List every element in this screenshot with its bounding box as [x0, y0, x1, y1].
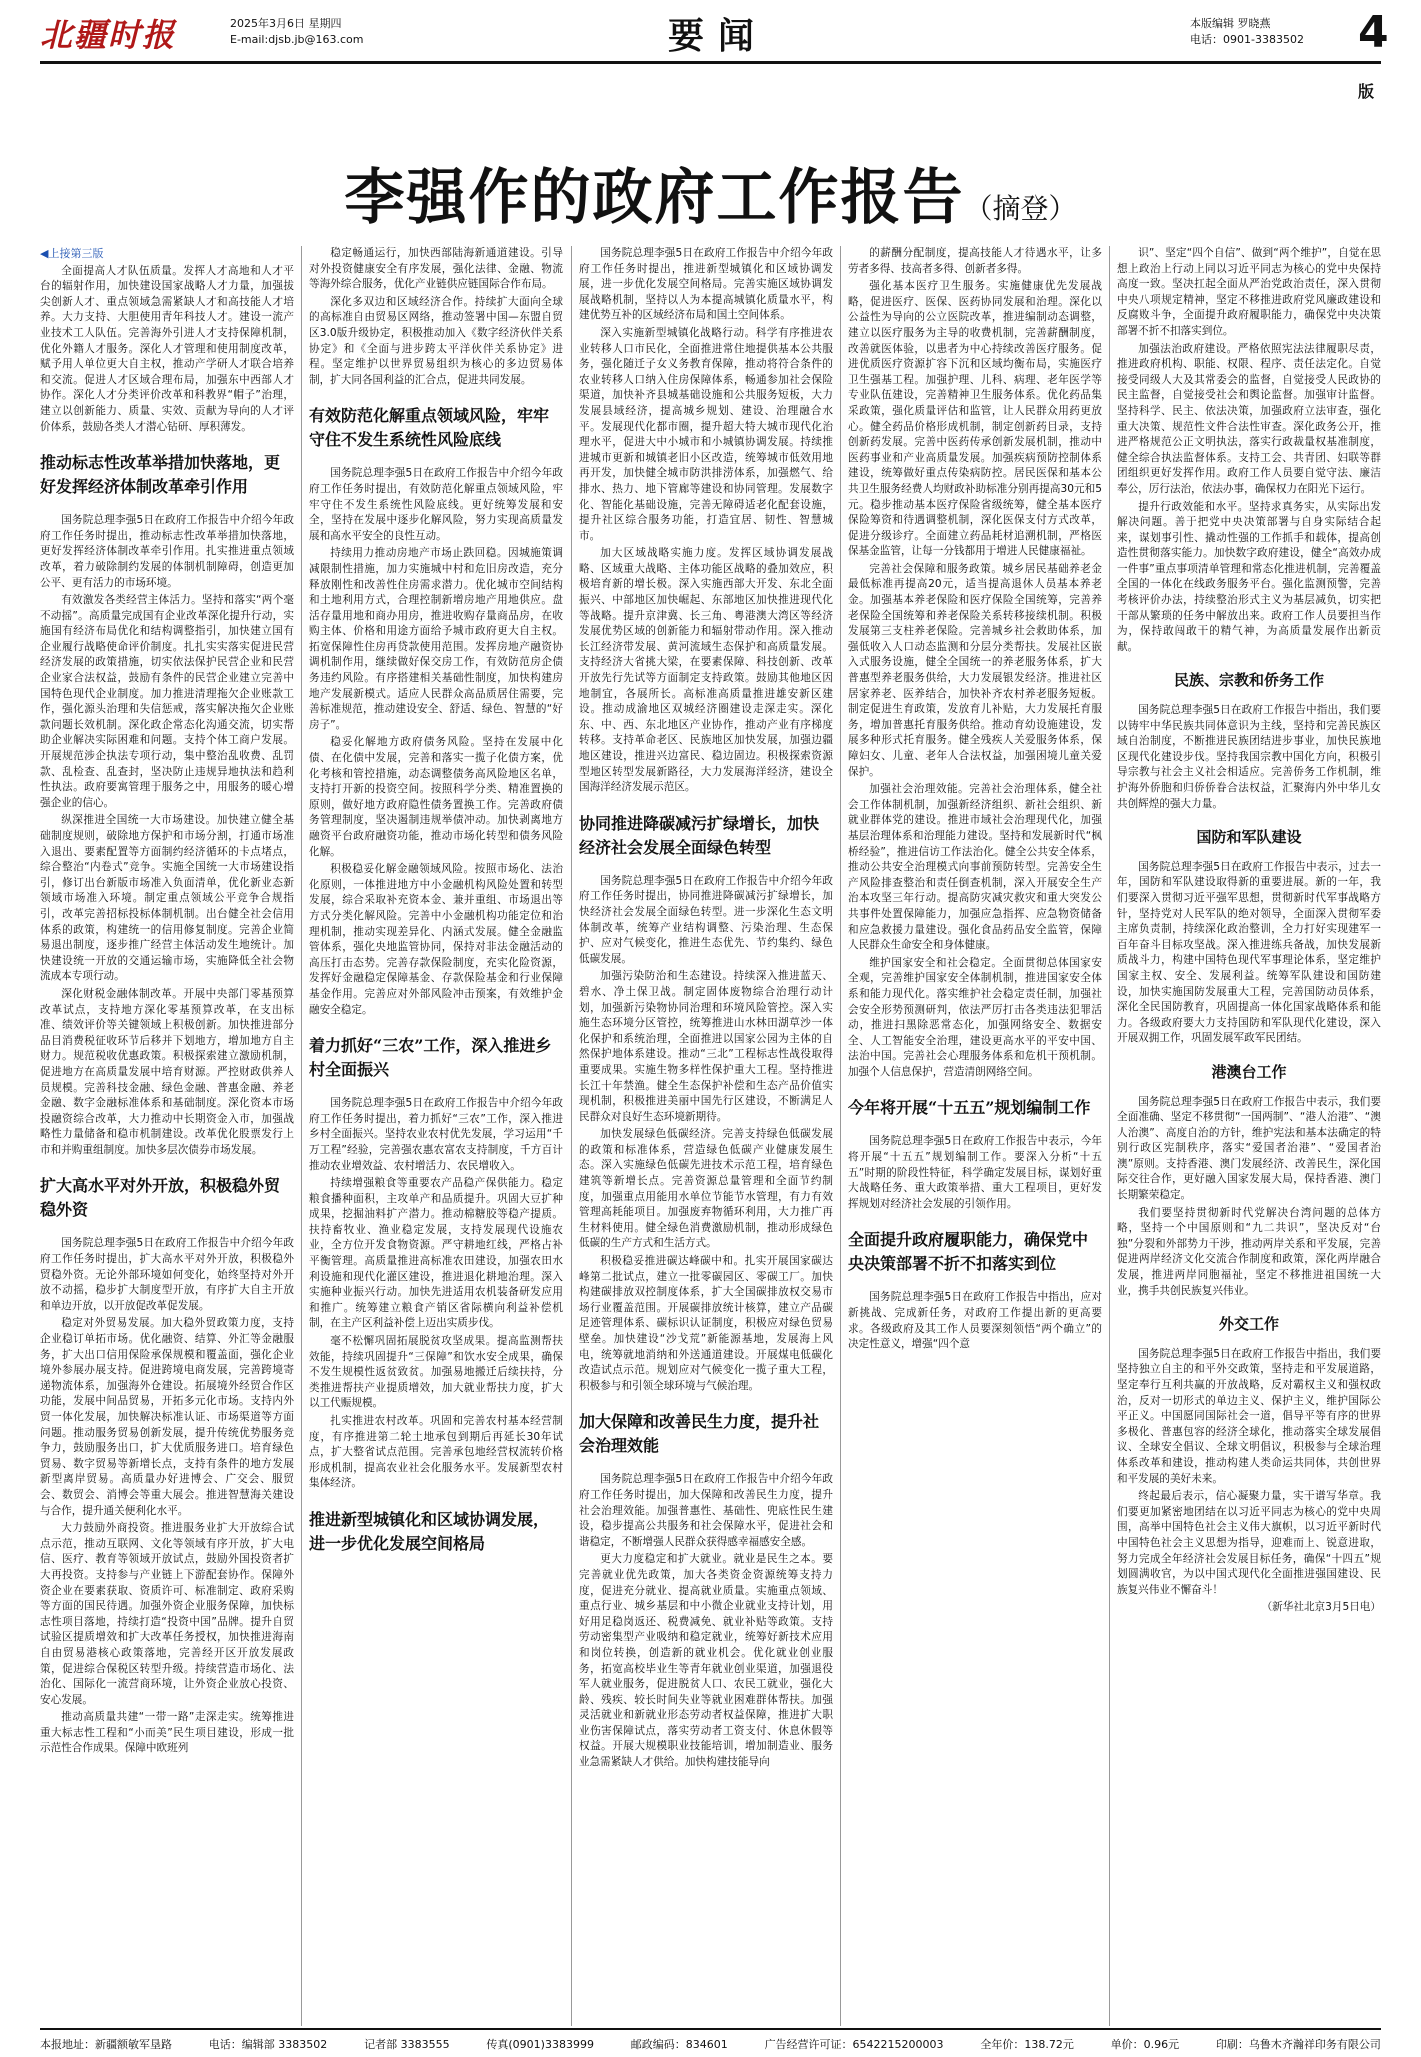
subheading: 港澳台工作 [1211, 1062, 1287, 1081]
paragraph: 持续增强粮食等重要农产品稳产保供能力。稳定粮食播种面积，主攻单产和品质提升。巩固大豆扩种成果，挖掘油料扩产潜力。推动棉糖胶等稳产提质。扶持畜牧业、渔业稳定发展，支持发展现代设施农业，全方位开发食物资源。严守耕地红线，严格占补平衡管理。高质量推进高标准农田建设，加强农田水利设施和现代化灌区建设，推进退化耕地治理。深入实施种业振兴行动。加快先进适用农机装备研发应用和推广。统筹建立粮食产销区省际横向利益补偿机制，在主产区利益补偿上迈出实质步伐。 [309, 1177, 563, 1330]
paragraph: 完善社会保障和服务政策。城乡居民基础养老金最低标准再提高20元，适当提高退休人员基本养老金。加强基本养老保险和医疗保险全国统筹，完善养老保险全国统筹和养老保险关系转移接续机制。积极发展第三支柱养老保险。完善城乡社会救助体系，加强低收入人口动态监测和分层分类帮扶。发展社区嵌入式服务设施，健全全国统一的养老服务体系，扩大普惠型养老服务供给，大力发展银发经济。推进社区居家养老、医养结合，加快补齐农村养老服务短板。制定促进生育政策，发放育儿补贴，大力发展托育服务，增加普惠托育服务供给。推动育幼设施建设，发展多种形式托育服务。健全残疾人关爱服务体系，保障妇女、儿童、老年人合法权益，加强困境儿童关爱保护。 [848, 562, 1102, 778]
editor-info [1190, 16, 1304, 48]
page-suffix: 版 [1358, 82, 1375, 101]
paragraph: 稳定畅通运行，加快西部陆海新通道建设。引导对外投资健康安全有序发展，强化法律、金融、物流等海外综合服务，优化产业链供应链国际合作布局。 [309, 247, 563, 291]
paragraph: 国务院总理李强5日在政府工作报告中表示，我们要全面准确、坚定不移贯彻“一国两制”、“港人治港”、“澳人治澳”、高度自治的方针，维护宪法和基本法确定的特别行政区宪制秩序，落实“爱国者治港”、“爱国者治澳”原则。支持香港、澳门发展经济、改善民生，深化国际交往合作，更好融入国家发展大局，保持香港、澳门长期繁荣稳定。 [1117, 1095, 1381, 1202]
paragraph: 国务院总理李强5日在政府工作报告中介绍今年政府工作任务时提出，扩大高水平对外开放，积极稳外贸稳外资。无论外部环境如何变化，始终坚持对外开放不动摇，稳步扩大制度型开放，有序扩大自主开放和单边开放，以开放促改革促发展。 [40, 1237, 294, 1312]
footer-price-each: 单价：0.96元 [1110, 2038, 1180, 2051]
paragraph: 加强社会治理效能。完善社会治理体系，健全社会工作体制机制，加强新经济组织、新社会组织、新就业群体党的建设。推进市域社会治理现代化，加强基层治理体系和治理能力建设。坚持和发展新时代“枫桥经验”，推进信访工作法治化。健全公共安全体系，推动公共安全治理模式向事前预防转型。完善安全生产风险排查整治和责任倒查机制，深入开展安全生产治本攻坚三年行动。提高防灾减灾救灾和重大突发公共事件处置保障能力，加强应急指挥、应急物资储备和应急救援力量建设。强化食品药品安全监管，保障人民群众生命安全和身体健康。 [848, 783, 1102, 952]
masthead [40, 6, 1389, 101]
subheading: 外交工作 [1218, 1315, 1279, 1334]
subheading: 有效防范化解重点领域风险，牢牢守住不发生系统性风险底线 [309, 406, 550, 450]
footer-address: 本报地址：新疆额敏军垦路 [40, 2038, 172, 2051]
section-title: 要闻 [668, 15, 769, 57]
column-divider [840, 246, 841, 2026]
article-column-2 [309, 246, 563, 2026]
subheading: 推进新型城镇化和区域协调发展，进一步优化发展空间格局 [309, 1509, 550, 1553]
paragraph: 持续用力推动房地产市场止跌回稳。因城施策调减限制性措施，加力实施城中村和危旧房改造，充分释放刚性和改善性住房需求潜力。优化城市空间结构和土地利用方式，合理控制新增房地产用地供应。盘活存量用地和商办用房，推进收购存量商品房，在收购主体、价格和用途方面给予城市政府更大自主权。拓宽保障性住房再贷款使用范围。发挥房地产融资协调机制作用，继续做好保交房工作，有效防范房企债务违约风险。有序搭建相关基础性制度，加快构建房地产发展新模式。适应人民群众高品质居住需要，完善标准规范，推动建设安全、舒适、绿色、智慧的“好房子”。 [309, 547, 563, 731]
paragraph: 国务院总理李强5日在政府工作报告中介绍今年政府工作任务时提出，着力抓好“三农”工作，深入推进乡村全面振兴。坚持农业农村优先发展，学习运用“千万工程”经验，完善强农惠农富农支持制度，千方百计推动农业增效益、农村增活力、农民增收入。 [309, 1097, 563, 1172]
paragraph: 深化财税金融体制改革。开展中央部门零基预算改革试点，支持地方深化零基预算改革，在支出标准、绩效评价等关键领域上积极创新。加快推进部分品目消费税征收环节后移并下划地方，增加地方自主财力。规范税收优惠政策。积极探索建立激励机制，促进地方在高质量发展中培育财源。严控财政供养人员规模。完善科技金融、绿色金融、普惠金融、养老金融、数字金融标准体系和基础制度。深化资本市场投融资综合改革，大力推动中长期资金入市，加强战略性力量储备和稳市机制建设。改革优化股票发行上市和并购重组制度。加快多层次债券市场发展。 [40, 987, 294, 1156]
paragraph: 稳妥化解地方政府债务风险。坚持在发展中化债、在化债中发展，完善和落实一揽子化债方案，优化考核和管控措施，动态调整债务高风险地区名单，支持打开新的投资空间。按照科学分类、精准置换的原则，做好地方政府隐性债务置换工作。完善政府债务管理制度，坚决遏制违规举债冲动。加快剥离地方融资平台政府融资功能，推动市场化转型和债务风险化解。 [309, 736, 563, 858]
footer-ad-license: 广告经营许可证：6542215200003 [764, 2038, 944, 2051]
footer-price-year: 全年价：138.72元 [980, 2038, 1074, 2051]
paragraph: 扎实推进农村改革。巩固和完善农村基本经营制度，有序推进第二轮土地承包到期后再延长30年试点，扩大整省试点范围。完善承包地经营权流转价格形成机制，提高农业社会化服务水平。发展新型农村集体经济。 [309, 1415, 563, 1490]
paragraph: 深化多双边和区域经济合作。持续扩大面向全球的高标准自由贸易区网络，推动签署中国—东盟自贸区3.0版升级协定，积极推动加入《数字经济伙伴关系协定》和《全面与进步跨太平洋伙伴关系协定》进程。坚定维护以世界贸易组织为核心的多边贸易体制，扩大同各国利益的汇合点，促进共同发展。 [309, 295, 563, 386]
article-column-4 [848, 246, 1102, 2026]
headline-subtitle: （摘登） [964, 192, 1077, 225]
headline [0, 150, 1421, 236]
subheading: 扩大高水平对外开放，积极稳外贸稳外资 [40, 1176, 281, 1220]
headline-title: 李强作的政府工作报告 [344, 163, 965, 233]
paragraph: 大力鼓励外商投资。推进服务业扩大开放综合试点示范，推动互联网、文化等领域有序开放，扩大电信、医疗、教育等领域开放试点，鼓励外国投资者扩大再投资。支持参与产业链上下游配套协作。保障外资企业在要素获取、资质许可、标准制定、政府采购等方面的国民待遇。加强外资企业服务保障，加快标志性项目落地，持续打造“投资中国”品牌。提升自贸试验区提质增效和扩大改革任务授权，加快推进海南自由贸易港核心政策落地，完善经开区开放发展政策，促进综合保税区转型升级。持续营造市场化、法治化、国际化一流营商环境，让外资企业放心投资、安心发展。 [40, 1522, 294, 1706]
subheading: 今年将开展“十五五”规划编制工作 [848, 1098, 1091, 1118]
paragraph: 终起最后表示，信心凝聚力量，实干谱写华章。我们要更加紧密地团结在以习近平同志为核心的党中央周围，高举中国特色社会主义伟大旗帜，以习近平新时代中国特色社会主义思想为指导，迎难而上、锐意进取，努力完成全年经济社会发展目标任务，确保“十四五”规划圆满收官，为以中国式现代化全面推进强国建设、民族复兴伟业不懈奋斗！ [1117, 1490, 1381, 1596]
continued-from-marker: ◀上接第三版 [40, 247, 104, 260]
paragraph: 国务院总理李强5日在政府工作报告中介绍今年政府工作任务时提出，推进新型城镇化和区域协调发展，进一步优化发展空间格局。完善实施区域协调发展战略机制，坚持以人为本提高城镇化质量水平，构建优势互补的区域经济布局和国土空间体系。 [579, 247, 833, 322]
paragraph: 积极稳妥推进碳达峰碳中和。扎实开展国家碳达峰第二批试点，建立一批零碳园区、零碳工厂。加快构建碳排放双控制度体系，扩大全国碳排放权交易市场行业覆盖范围。开展碳排放统计核算，建立产品碳足迹管理体系、碳标识认证制度，积极应对绿色贸易壁垒。加快建设“沙戈荒”新能源基地，发展海上风电，统筹就地消纳和外送通道建设。开展煤电低碳化改造试点示范。规划应对气候变化一揽子重大工程，积极参与和引领全球环境与气候治理。 [579, 1255, 833, 1392]
paragraph: 识”、坚定“四个自信”、做到“两个维护”，自觉在思想上政治上行动上同以习近平同志为核心的党中央保持高度一致。坚决扛起全面从严治党政治责任，深入贯彻中央八项规定精神，坚定不移推进政府党风廉政建设和反腐败斗争，全面提升政府履职能力，确保党中央决策部署不折不扣落实到位。 [1117, 247, 1381, 337]
paragraph: 更大力度稳定和扩大就业。就业是民生之本。要完善就业优先政策，加大各类资金资源统筹支持力度，促进充分就业、提高就业质量。实施重点领域、重点行业、城乡基层和中小微企业就业支持计划，用好用足稳岗返还、税费减免、就业补贴等政策。支持劳动密集型产业吸纳和稳定就业，统筹好新技术应用和岗位转换，创造新的就业机会。优化就业创业服务，拓宽高校毕业生等青年就业创业渠道，加强退役军人就业服务，促进脱贫人口、农民工就业，强化大龄、残疾、较长时间失业等就业困难群体帮扶。加强灵活就业和新就业形态劳动者权益保障，推进扩大职业伤害保障试点，落实劳动者工资支付、休息休假等权益。开展大规模职业技能培训，增加制造业、服务业急需紧缺人才供给。加快构建技能导向 [579, 1553, 833, 1769]
paragraph: 国务院总理李强5日在政府工作报告中介绍今年政府工作任务时提出，协同推进降碳减污扩绿增长，加快经济社会发展全面绿色转型。进一步深化生态文明体制改革，统筹产业结构调整、污染治理、生态保护、应对气候变化，推进生态优先、节约集约、绿色低碳发展。 [579, 874, 833, 965]
paragraph: 稳定对外贸易发展。加大稳外贸政策力度，支持企业稳订单拓市场。优化融资、结算、外汇等金融服务，扩大出口信用保险承保规模和覆盖面，强化企业境外参展办展支持。促进跨境电商发展，完善跨境寄递物流体系，加强海外仓建设。拓展境外经贸合作区功能，发展中间品贸易，开拓多元化市场。支持内外贸一体化发展，加快解决标准认证、市场渠道等方面问题。推动服务贸易创新发展，提升传统优势服务竞争力，鼓励服务出口，扩大优质服务进口。培育绿色贸易、数字贸易等新增长点，支持有条件的地方发展新型离岸贸易。高质量办好进博会、广交会、服贸会、数贸会、消博会等重大展会。推进智慧海关建设与合作，提升通关便利化水平。 [40, 1317, 294, 1517]
paragraph: 加强法治政府建设。严格依照宪法法律履职尽责，推进政府机构、职能、权限、程序、责任法定化。自觉接受同级人大及其常委会的监督，自觉接受人民政协的民主监督，自觉接受社会和舆论监督。加强审计监督。坚持科学、民主、依法决策，加强政府立法审查，强化重大决策、规范性文件合法性审查。深化政务公开，推进严格规范公正文明执法，落实行政裁量权基准制度，健全综合执法监督体系。支持工会、共青团、妇联等群团组织更好发挥作用。政府工作人员要自觉守法、廉洁奉公，厉行法治，依法办事，确保权力在阳光下运行。 [1117, 342, 1381, 495]
paragraph: 我们要坚持贯彻新时代党解决台湾问题的总体方略，坚持一个中国原则和“九二共识”，坚决反对“台独”分裂和外部势力干涉，推动两岸关系和平发展，完善促进两岸经济文化交流合作制度和政策，深化两岸融合发展，推进两岸同胞福祉，坚定不移推进祖国统一大业，携手共创民族复兴伟业。 [1117, 1206, 1381, 1297]
subheading: 着力抓好“三农”工作，深入推进乡村全面振兴 [309, 1036, 552, 1080]
paragraph: 纵深推进全国统一大市场建设。加快建立健全基础制度规则，破除地方保护和市场分割，打通市场准入退出、要素配置等方面制约经济循环的卡点堵点，综合整治“内卷式”竞争。实施全国统一大市场建设指引，修订出台新版市场准入负面清单，优化新业态新领域市场准入环境。制定重点领域公平竞争合规指引，改革完善招标投标体制机制。出台健全社会信用体系的政策，构建统一的信用修复制度。完善企业简易退出制度，逐步推广经营主体活动发生地统计。加快建设统一开放的交通运输市场，实施降低全社会物流成本专项行动。 [40, 814, 294, 983]
article-column-1 [40, 246, 294, 2026]
column-divider [301, 246, 302, 2026]
footer-tel-edit: 电话：编辑部 3383502 [208, 2038, 328, 2051]
footer-post: 邮政编码：834601 [630, 2038, 728, 2051]
article-column-5 [1117, 246, 1381, 2026]
footer-fax: 传真(0901)3383999 [486, 2038, 594, 2051]
paragraph: 国务院总理李强5日在政府工作报告中表示，过去一年，国防和军队建设取得新的重要进展。新的一年，我们要深入贯彻习近平强军思想，贯彻新时代军事战略方针，坚持党对人民军队的绝对领导，全面深入贯彻军委主席负责制，持续深化政治整训，全力打好实现建军一百年奋斗目标攻坚战。深入推进练兵备战，加快发展新质战斗力，构建中国特色现代军事理论体系，坚定维护国家主权、安全、发展利益。统筹军队建设和国防建设，加快实施国防发展重大工程，完善国防动员体系，深化全民国防教育，巩固提高一体化国家战略体系和能力。各级政府要大力支持国防和军队现代化建设，深入开展双拥工作，巩固发展军政军民团结。 [1117, 860, 1381, 1045]
subheading: 加大保障和改善民生力度，提升社会治理效能 [579, 1412, 820, 1456]
editor-phone: 电话：0901-3383502 [1190, 33, 1304, 46]
column-divider [1109, 246, 1110, 2026]
subheading: 推动标志性改革举措加快落地，更好发挥经济体制改革牵引作用 [40, 453, 281, 497]
paragraph: 国务院总理李强5日在政府工作报告中介绍今年政府工作任务时提出，加大保障和改善民生力度，提升社会治理效能。加强普惠性、基础性、兜底性民生建设，稳步提高公共服务和社会保障水平，促进社会和谐稳定，不断增强人民群众获得感幸福感安全感。 [579, 1473, 833, 1548]
paragraph: 的薪酬分配制度，提高技能人才待遇水平，让多劳者多得、技高者多得、创新者多得。 [848, 247, 1102, 275]
issue-date: 2025年3月6日 星期四 [230, 17, 342, 30]
paragraph: 国务院总理李强5日在政府工作报告中指出，我们要以铸牢中华民族共同体意识为主线，坚持和完善民族区域自治制度，不断推进民族团结进步事业，加快民族地区现代化建设步伐。坚持我国宗教中国化方向，积极引导宗教与社会主义社会相适应。完善侨务工作机制，维护海外侨胞和归侨侨眷合法权益，汇聚海内外中华儿女共创辉煌的强大力量。 [1117, 704, 1381, 810]
paragraph: 国务院总理李强5日在政府工作报告中指出，我们要坚持独立自主的和平外交政策，坚持走和平发展道路，坚定奉行互利共赢的开放战略，反对霸权主义和强权政治，反对一切形式的单边主义、保护主义，维护国际公平正义。中国愿同国际社会一道，倡导平等有序的世界多极化、普惠包容的经济全球化，推动落实全球发展倡议、全球安全倡议、全球文明倡议，积极参与全球治理体系改革和建设，推动构建人类命运共同体，共创世界和平发展的美好未来。 [1117, 1347, 1381, 1485]
subheading: 协同推进降碳减污扩绿增长，加快经济社会发展全面绿色转型 [579, 813, 820, 857]
issue-email: E-mail:djsb.jb@163.com [230, 33, 364, 46]
paragraph: 深入实施新型城镇化战略行动。科学有序推进农业转移人口市民化，全面推进常住地提供基本公共服务，强化随迁子女义务教育保障，推动将符合条件的农业转移人口纳入住房保障体系，畅通参加社会保险渠道，加快补齐县城基础设施和公共服务短板，大力发展县域经济，提高城乡规划、建设、治理融合水平。发展现代化都市圈，提升超大特大城市现代化治理水平，促进大中小城市和小城镇协调发展。持续推进城市更新和城镇老旧小区改造，统筹城市低效用地再开发，加快健全城市防洪排涝体系，加强燃气、给排水、热力、地下管廊等建设和协同管理。发展数字化、智能化基础设施，完善无障碍适老化配套设施，提升社区综合服务功能，打造宜居、韧性、智慧城市。 [579, 326, 833, 542]
page-number [1358, 8, 1389, 117]
editor-name: 本版编辑 罗晓燕 [1190, 17, 1271, 30]
paragraph: 强化基本医疗卫生服务。实施健康优先发展战略，促进医疗、医保、医药协同发展和治理。深化以公益性为导向的公立医院改革，推进编制动态调整，建立以医疗服务为主导的收费机制，完善薪酬制度，改善就医体验，以患者为中心持续改善医疗服务。促进优质医疗资源扩容下沉和区域均衡布局，实施医疗卫生强基工程。加强护理、儿科、病理、老年医学等专业队伍建设，完善精神卫生服务体系。优化药品集采政策，强化质量评估和监管，让人民群众用药更放心。健全药品价格形成机制，制定创新药目录，支持创新药发展。完善中医药传承创新发展机制，推动中医药事业和产业高质量发展。加强疾病预防控制体系建设，统筹做好重点传染病防控。居民医保和基本公共卫生服务经费人均财政补助标准分别再提高30元和5元。稳步推动基本医疗保险省级统筹，健全基本医疗保险筹资和待遇调整机制，深化医保支付方式改革，促进分级诊疗。全面建立药品耗材追溯机制，严格医保基金监管，让每一分钱都用于增进人民健康福祉。 [848, 280, 1102, 558]
paragraph: 毫不松懈巩固拓展脱贫攻坚成果。提高监测帮扶效能，持续巩固提升“三保障”和饮水安全成果，确保不发生规模性返贫致贫。加强易地搬迁后续扶持，分类推进帮扶产业提质增效，加大就业帮扶力度，扩大以工代赈规模。 [309, 1335, 563, 1410]
paragraph: 积极稳妥化解金融领域风险。按照市场化、法治化原则，一体推进地方中小金融机构风险处置和转型发展，综合采取补充资本金、兼并重组、市场退出等方式分类化解风险。完善中小金融机构功能定位和治理机制，推动实现差异化、内涵式发展。健全金融监管体系，强化央地监管协同，保持对非法金融活动的高压打击态势。完善存款保险制度，充实化险资源，发挥好金融稳定保障基金、存款保险基金和行业保障基金作用。完善应对外部风险冲击预案，有效维护金融安全稳定。 [309, 863, 563, 1016]
subheading: 全面提升政府履职能力，确保党中央决策部署不折不扣落实到位 [848, 1230, 1089, 1274]
source-credit: （新华社北京3月5日电） [1261, 1601, 1381, 1614]
issue-info [230, 16, 363, 48]
column-divider [571, 246, 572, 2026]
footer [40, 2028, 1381, 2052]
paragraph: 加强污染防治和生态建设。持续深入推进蓝天、碧水、净土保卫战。制定固体废物综合治理行动计划，加强新污染物协同治理和环境风险管控。深入实施生态环境分区管控，统筹推进山水林田湖草沙一体化保护和系统治理，全面推进以国家公园为主体的自然保护地体系建设。推动“三北”工程标志性战役取得重要成果。实施生物多样性保护重大工程。坚持推进长江十年禁渔。健全生态保护补偿和生态产品价值实现机制，积极推进美丽中国先行区建设，不断满足人民群众对良好生态环境新期待。 [579, 970, 833, 1123]
subheading: 民族、宗教和侨务工作 [1173, 671, 1324, 690]
paragraph: 提升行政效能和水平。坚持求真务实，从实际出发解决问题。善于把党中央决策部署与自身实际结合起来，谋划事引性、撬动性强的工作抓手和载体，提高创造性贯彻落实能力。加快数字政府建设，健全“高效办成一件事”重点事项清单管理和常态化推进机制，完善覆盖全国的一体化在线政务服务平台。强化监测预警，完善考核评价办法，持续整治形式主义为基层减负，切实把干部从繁琐的任务中解放出来。政府工作人员要担当作为，保持敢闯敢干的精气神，为高质量发展作出新贡献。 [1117, 500, 1381, 653]
paragraph: 维护国家安全和社会稳定。全面贯彻总体国家安全观，完善维护国家安全体制机制，推进国家安全体系和能力现代化。落实维护社会稳定责任制，加强社会安全形势预测研判，依法严厉打击各类违法犯罪活动，推进扫黑除恶常态化，加强网络安全、数据安全、人工智能安全治理，建设更高水平的平安中国、法治中国。完善社会心理服务体系和危机干预机制。加强个人信息保护，营造清朗网络空间。 [848, 956, 1102, 1078]
footer-tel-reporter: 记者部 3383555 [364, 2038, 450, 2051]
newspaper-logo: 北疆时报 [40, 16, 177, 54]
paragraph: 国务院总理李强5日在政府工作报告中指出，应对新挑战、完成新任务，对政府工作提出新的更高要求。各级政府及其工作人员要深刻领悟“两个确立”的决定性意义，增强“四个意 [848, 1291, 1102, 1351]
paragraph: 国务院总理李强5日在政府工作报告中介绍今年政府工作任务时提出，有效防范化解重点领域风险，牢牢守住不发生系统性风险底线。更好统筹发展和安全，坚持在发展中逐步化解风险，努力实现高质量发展和高水平安全的良性互动。 [309, 467, 563, 542]
paragraph: 全面提高人才队伍质量。发挥人才高地和人才平台的辐射作用，加快建设国家战略人才力量，加强拔尖创新人才、重点领域急需紧缺人才和高技能人才培养。大力支持、大胆使用青年科技人才。建设一流产业技术工人队伍。完善海外引进人才支持保障机制，优化外籍人才服务。深化人才管理和使用制度改革，赋予用人单位更大自主权，推动产学研人才联合培养和交流。促进人才区域合理布局，加强东中西部人才协作。深化人才分类评价改革和科教界“帽子”治理，建立以创新能力、质量、实效、贡献为导向的人才评价体系，鼓励各类人才潜心钻研、厚积薄发。 [40, 264, 294, 433]
article-column-3 [579, 246, 833, 2026]
subheading: 国防和军队建设 [1196, 828, 1302, 847]
footer-printer: 印刷：乌鲁木齐瀚祥印务有限公司 [1215, 2038, 1381, 2051]
paragraph: 推动高质量共建“一带一路”走深走实。统筹推进重大标志性工程和“小而美”民生项目建设，形成一批示范性合作成果。保障中欧班列 [40, 1711, 294, 1755]
paragraph: 加大区域战略实施力度。发挥区域协调发展战略、区域重大战略、主体功能区战略的叠加效应，积极培育新的增长极。深入实施西部大开发、东北全面振兴、中部地区加快崛起、东部地区加快推进现代化等战略。提升京津冀、长三角、粤港澳大湾区等经济发展优势区域的创新能力和辐射带动作用。深入推动长江经济带发展、黄河流域生态保护和高质量发展。支持经济大省挑大梁，在要素保障、科技创新、改革开放先行先试等方面制定支持政策。鼓励其他地区因地制宜，各展所长。高标准高质量推进雄安新区建设。推动成渝地区双城经济圈建设走深走实。深化东、中、西、东北地区产业协作，推动产业有序梯度转移。支持革命老区、民族地区加快发展，加强边疆地区建设，推进兴边富民、稳边固边。积极探索资源型地区转型发展新路径，大力发展海洋经济，建设全国海洋经济发展示范区。 [579, 547, 833, 794]
paragraph: 国务院总理李强5日在政府工作报告中介绍今年政府工作任务时提出，推动标志性改革举措加快落地，更好发挥经济体制改革牵引作用。扎实推进重点领域改革，着力破除制约发展的体制机制障碍，创造更加公平、更有活力的市场环境。 [40, 514, 294, 589]
paragraph: 有效激发各类经营主体活力。坚持和落实“两个毫不动摇”。高质量完成国有企业改革深化提升行动，实施国有经济布局优化和结构调整指引，加快建立国有企业履行战略使命评价制度。扎扎实实落实促进民营经济发展的政策措施，切实依法保护民营企业和民营企业家合法权益，鼓励有条件的民营企业建立完善中国特色现代企业制度。加力推进清理拖欠企业账款工作，强化源头治理和失信惩戒，落实解决拖欠企业账款问题长效机制。深化政企常态化沟通交流，切实帮助企业解决实际困难和问题。支持个体工商户发展。开展规范涉企执法专项行动，集中整治乱收费、乱罚款、乱检查、乱查封，坚决防止违规异地执法和趋利性执法。政府要寓管理于服务之中，用服务的暖心增强企业的信心。 [40, 594, 294, 809]
page-num: 4 [1358, 7, 1389, 58]
paragraph: 国务院总理李强5日在政府工作报告中表示，今年将开展“十五五”规划编制工作。要深入分析“十五五”时期的阶段性特征，科学确定发展目标，谋划好重大战略任务、重大政策举措、重大工程项目，更好发挥规划对经济社会发展的引领作用。 [848, 1135, 1102, 1210]
paragraph: 加快发展绿色低碳经济。完善支持绿色低碳发展的政策和标准体系，营造绿色低碳产业健康发展生态。深入实施绿色低碳先进技术示范工程，培育绿色建筑等新增长点。完善资源总量管理和全面节约制度，加强重点用能用水单位节能节水管理，有力有效管理高耗能项目。加强废弃物循环利用，大力推广再生材料使用。健全绿色消费激励机制，推动形成绿色低碳的生产方式和生活方式。 [579, 1128, 833, 1250]
